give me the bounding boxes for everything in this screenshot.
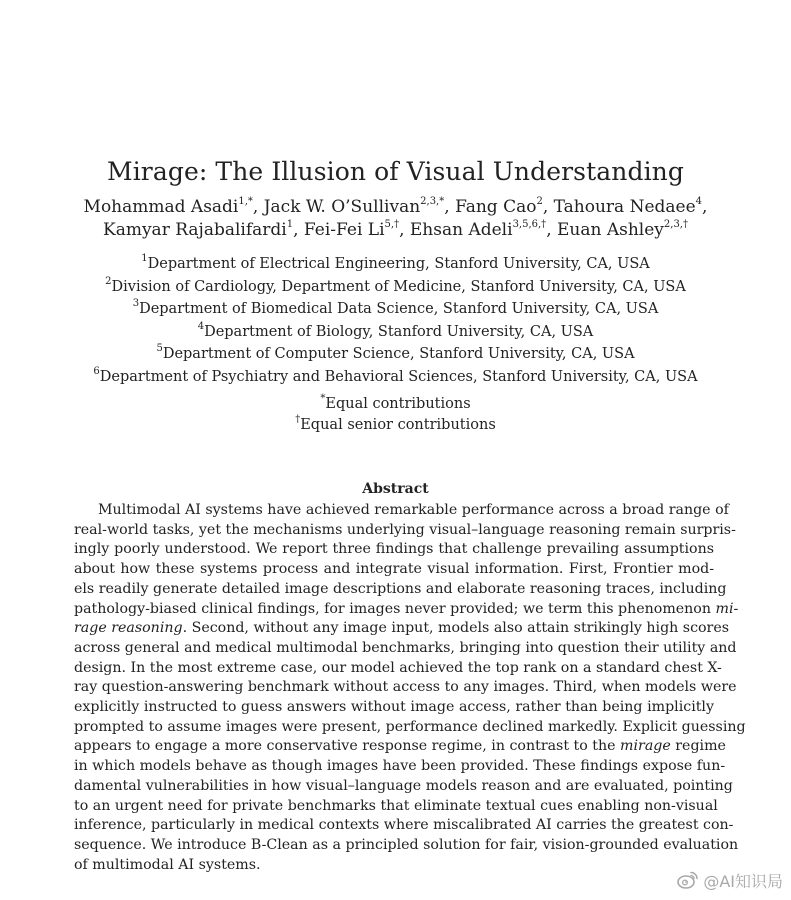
- abstract-line: ray question-answering benchmark without access to any images. Third, when models were: [74, 679, 737, 696]
- equal-senior-contribution-note: [40, 415, 751, 436]
- affiliation-number: 4: [197, 320, 205, 332]
- abstract-line: real-world tasks, yet the mechanisms underlying visual–language reasoning remain surpris-: [74, 521, 736, 538]
- affiliation: [40, 321, 751, 344]
- affiliation-text: Department of Psychiatry and Behavioral Sciences, Stanford University, CA, USA: [99, 368, 698, 385]
- author-affil-marks: 2: [536, 196, 543, 208]
- author-affil-marks: 1: [286, 219, 294, 231]
- author-affil-marks: 4: [695, 196, 703, 208]
- abstract-line: pathology-biased clinical findings, for images never provided; we term this phenomenon mi-: [74, 600, 739, 617]
- author-line-2: Kamyar Rajabalifardi$^1$, Fei-Fei $Li^{5,\dagger}$, Ehsan Adeli$^{3,5,6,\dagger}$, Euan Ashley$^{2,3,\dagger}$: [103, 219, 688, 240]
- note-text: Equal senior contributions: [300, 417, 496, 433]
- author-name: Mohammad Asadi: [83, 197, 239, 217]
- emphasized-term: rage reasoning: [74, 620, 183, 637]
- affiliation-number: 2: [105, 275, 112, 287]
- abstract-line: about how these systems process and integrate visual information. First, Frontier mod-: [74, 561, 714, 578]
- note-mark: *: [320, 393, 326, 405]
- abstract-line: of multimodal AI systems.: [74, 856, 261, 873]
- affiliation-text: Division of Cardiology, Department of Medicine, Stanford University, CA, USA: [111, 278, 686, 295]
- abstract-line: in which models behave as though images have been provided. These findings expose fun-: [74, 758, 726, 775]
- affiliation-number: 3: [132, 298, 140, 310]
- abstract-line: els readily generate detailed image descriptions and elaborate reasoning traces, including: [74, 580, 727, 597]
- affiliation-number: 1: [141, 253, 148, 265]
- affiliation-text: Department of Biomedical Data Science, Stanford University, CA, USA: [139, 301, 659, 317]
- abstract-line: Multimodal AI systems have achieved remarkable performance across a broad range of: [98, 502, 729, 518]
- abstract-heading: Abstract: [362, 481, 429, 497]
- affiliation-number: 6: [93, 365, 100, 377]
- abstract-line: to an urgent need for private benchmarks that eliminate textual cues enabling non-visual: [74, 797, 718, 814]
- weibo-icon: [677, 870, 699, 890]
- abstract-line: inference, particularly in medical contexts where miscalibrated AI carries the greatest con-: [74, 817, 734, 834]
- affiliation: [40, 366, 751, 389]
- affiliation: [40, 298, 751, 321]
- affiliation-list: [40, 253, 751, 388]
- abstract-line: prompted to assume images were present, performance declined markedly. Explicit guessing: [74, 718, 746, 735]
- note-mark: †: [295, 414, 301, 426]
- author-name: Ehsan Adeli: [409, 220, 513, 240]
- author-affil-marks: 1,*: [238, 196, 253, 208]
- abstract-line: rage reasoning. Second, without any image input, models also attain strikingly high scores: [74, 620, 730, 637]
- abstract-line: across general and medical multimodal benchmarks, bringing into question their utility and: [74, 639, 737, 656]
- author-affil-marks: 3,5,6,†: [512, 219, 547, 231]
- author-name: Jack W. O’Sullivan: [263, 197, 421, 217]
- affiliation-number: 5: [156, 343, 163, 355]
- abstract-line: explicitly instructed to guess answers without image access, rather than being implicitly: [74, 699, 714, 716]
- author-name: Euan Ashley: [557, 220, 664, 240]
- watermark: [677, 868, 783, 892]
- contribution-notes: [40, 394, 751, 436]
- author-affil-marks: 2,3,†: [663, 219, 688, 231]
- watermark-text: @AI知识局: [703, 871, 783, 891]
- affiliation: [40, 276, 751, 299]
- abstract-body: [74, 501, 746, 875]
- abstract-line: damental vulnerabilities in how visual–language models reason and are evaluated, pointing: [74, 777, 733, 794]
- abstract-line: ingly poorly understood. We report three findings that challenge prevailing assumptions: [74, 541, 714, 558]
- affiliation-text: Department of Computer Science, Stanford University, CA, USA: [162, 346, 635, 362]
- affiliation-text: Department of Biology, Stanford University, CA, USA: [204, 323, 594, 340]
- paper-title: Mirage: The Illusion of Visual Understanding: [107, 156, 684, 186]
- note-text: Equal contributions: [325, 396, 471, 412]
- author-line-1: Mohammad Asadi$^{1,*}$, Jack W. O’Sullivan$^{2,3,*}$, Fang Cao$^2$, Tahoura Nedaee$^4$,: [83, 196, 708, 217]
- emphasized-term: mirage: [620, 738, 671, 755]
- author-name: Tahoura Nedaee: [553, 197, 696, 217]
- affiliation: [40, 343, 751, 366]
- affiliation-text: Department of Electrical Engineering, Stanford University, CA, USA: [147, 256, 650, 272]
- abstract-line: design. In the most extreme case, our model achieved the top rank on a standard chest X-: [74, 659, 722, 676]
- author-affil-marks: 2,3,*: [420, 196, 445, 208]
- author-name: Fei-Fei Li: [303, 220, 385, 240]
- emphasized-term: mi-: [715, 600, 739, 617]
- author-name: Kamyar Rajabalifardi: [103, 220, 287, 240]
- author-name: Fang Cao: [455, 197, 537, 217]
- author-list: [40, 196, 751, 242]
- abstract-line: appears to engage a more conservative response regime, in contrast to the mirage regime: [74, 738, 726, 755]
- affiliation: [40, 253, 751, 276]
- author-affil-marks: 5,†: [384, 219, 400, 231]
- equal-contribution-note: [40, 394, 751, 415]
- abstract-line: sequence. We introduce B-Clean as a principled solution for fair, vision-grounded evaluation: [74, 836, 739, 853]
